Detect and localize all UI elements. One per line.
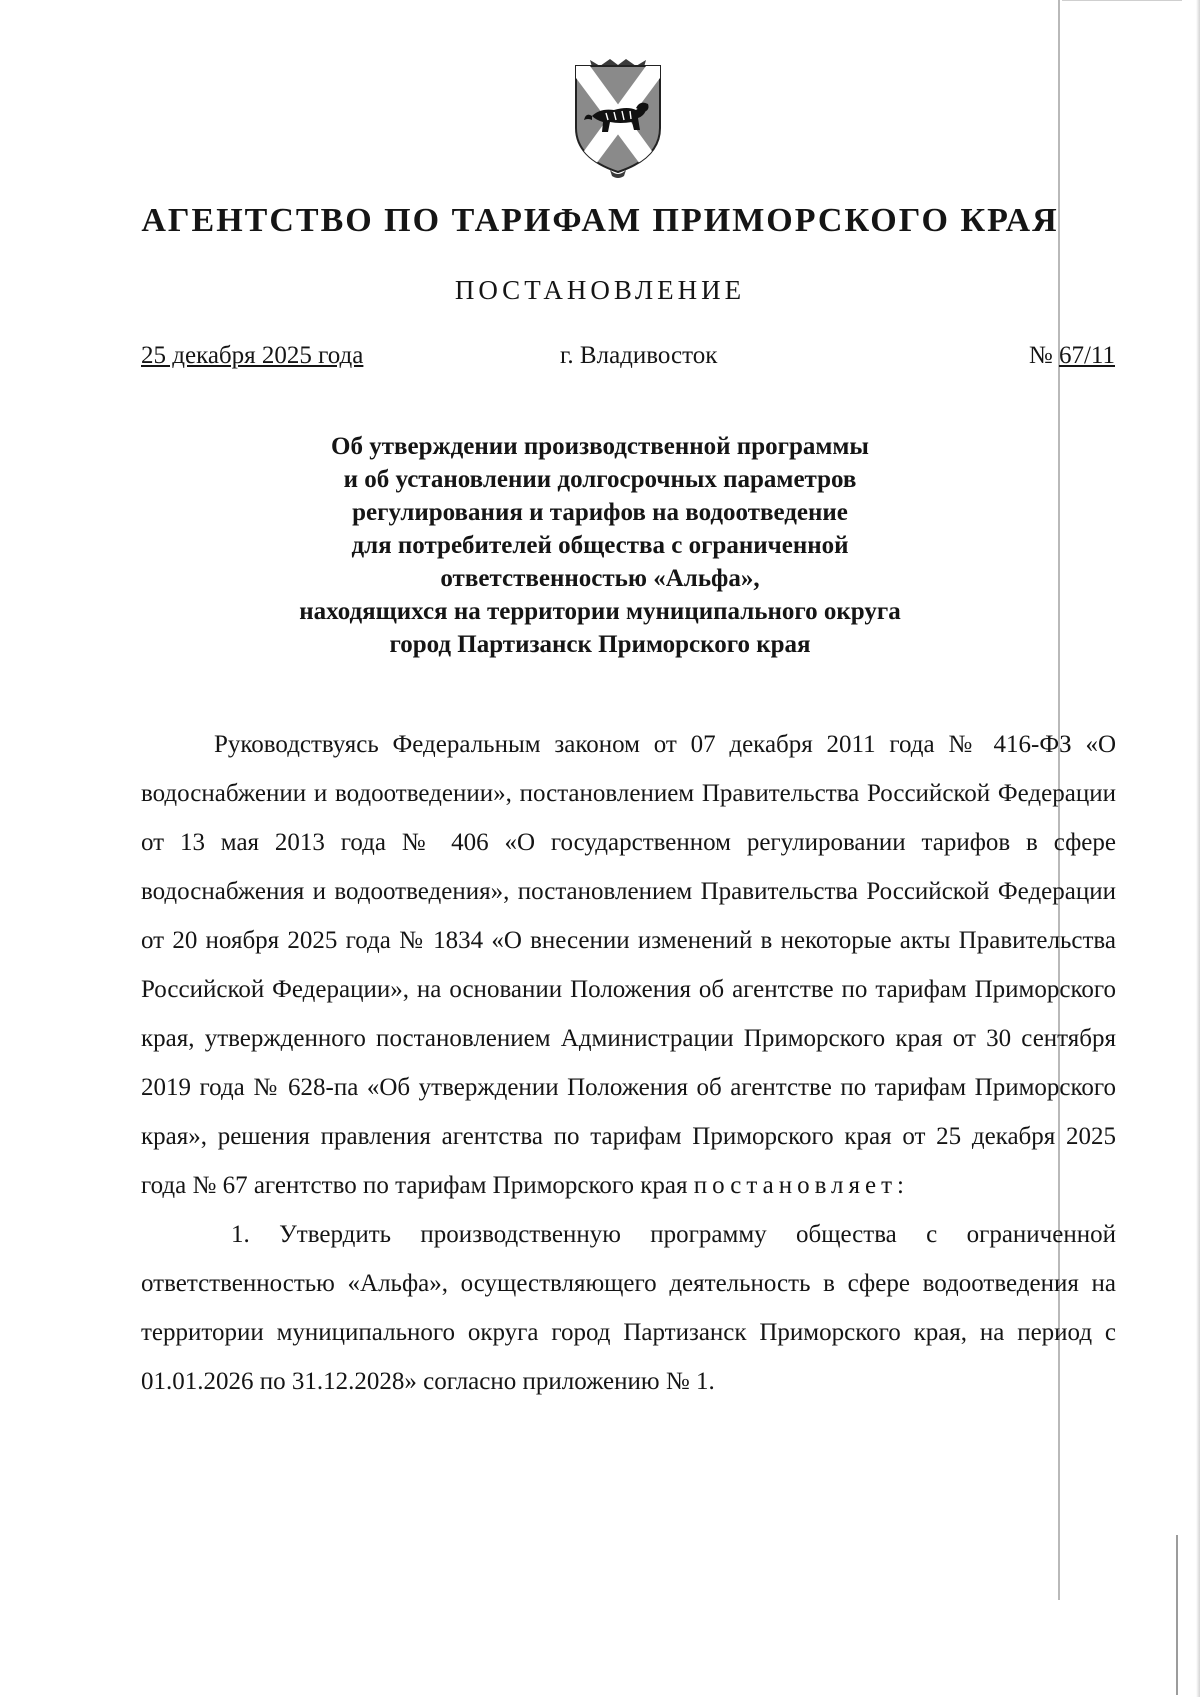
subject-line: находящихся на территории муниципального округа: [299, 598, 901, 625]
document-number: [1029, 342, 1115, 370]
document-subject: [260, 430, 940, 661]
preamble-text: Руководствуясь Федеральным законом от 07 декабря 2011 года № 416-ФЗ «О водоснабжении и водоотведении», постановлением Правительства Российской Федерации от 13 мая 2013 года № 406 «О государственном регулировании тарифов в сфере водоснабжения и водоотведения», постановлением Правительства Российской Федерации от 20 ноября 2025 года № 1834 «О внесении изменений в некоторые акты Правительства Российской Федерации», на основании Положения об агентстве по тарифам Приморского края, утвержденного постановлением Администрации Приморского края от 30 сентября 2019 года № 628-па «Об утверждении Положения об агентстве по тарифам Приморского края», решения правления агентства по тарифам Приморского края от 25 декабря 2025 года № 67 агентство по тарифам Приморского края: [141, 731, 1116, 1199]
document-type: ПОСТАНОВЛЕНИЕ: [454, 275, 746, 305]
scan-artifact-edge: [1196, 0, 1200, 1697]
number-prefix: №: [1028, 342, 1053, 369]
coat-of-arms-icon: [570, 58, 666, 178]
subject-line: и об установлении долгосрочных параметров: [343, 466, 857, 493]
subject-line: регулирования и тарифов на водоотведение: [352, 499, 848, 526]
decree-word: постановляет:: [693, 1172, 909, 1199]
subject-line: для потребителей общества с ограниченной: [351, 532, 849, 559]
subject-line: ответственностью «Альфа»,: [440, 565, 760, 592]
subject-line: город Партизанск Приморского края: [389, 631, 811, 658]
document-city: г. Владивосток: [560, 342, 718, 369]
document-date: 25 декабря 2025 года: [141, 342, 364, 369]
preamble-paragraph: [141, 720, 1116, 1210]
agency-title: АГЕНТСТВО ПО ТАРИФАМ ПРИМОРСКОГО КРАЯ: [141, 202, 1059, 239]
scan-artifact-corner: [1062, 0, 1182, 1]
subject-line: Об утверждении производственной программы: [331, 433, 869, 460]
document-body: [141, 720, 1116, 1406]
item-1-paragraph: 1. Утвердить производственную программу общества с ограниченной ответственностью «Альфа», осуществляющего деятельность в сфере водоотведения на территории муниципального округа город Партизанск Приморского края, на период с 01.01.2026 по 31.12.2028» согласно приложению № 1.: [141, 1221, 1116, 1395]
scan-artifact-tick: [1176, 1535, 1178, 1695]
number-value: 67/11: [1058, 342, 1115, 369]
